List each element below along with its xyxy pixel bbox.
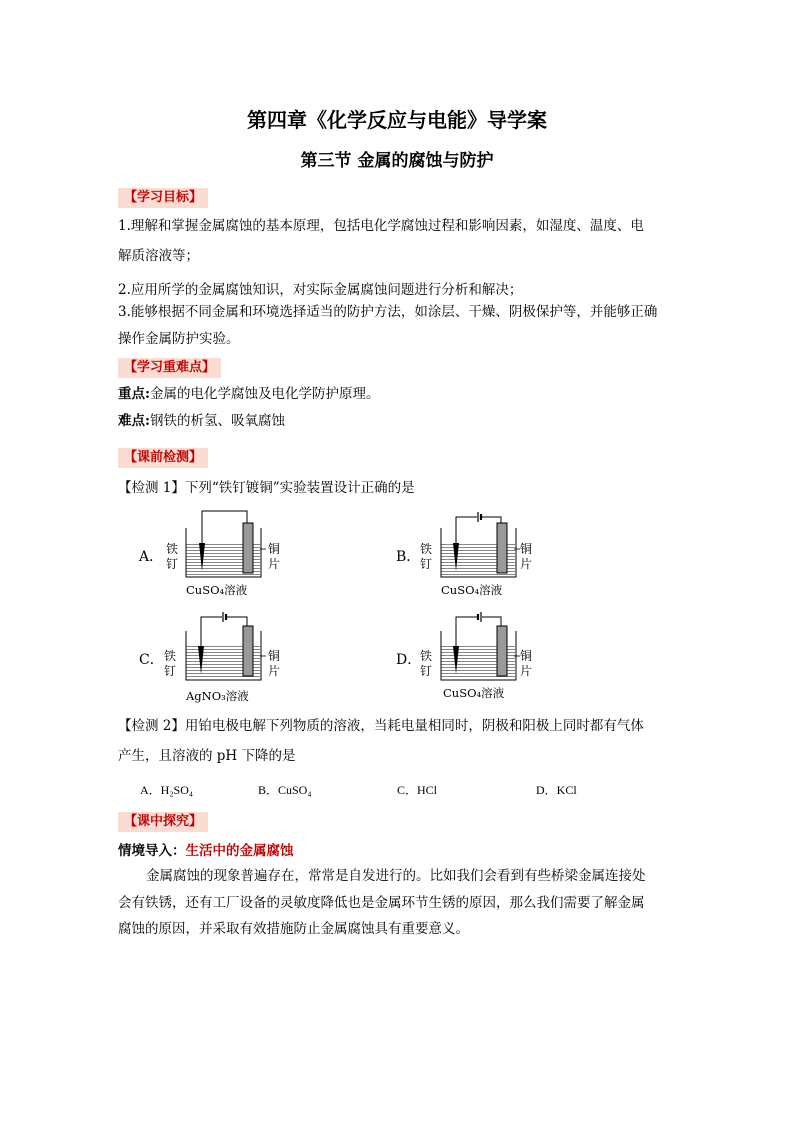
difficulty-text: 钢铁的析氢、吸氧腐蚀	[149, 413, 285, 429]
option-c-copper-plate	[243, 626, 253, 676]
intro-para-line-2: 会有铁锈，还有工厂设备的灵敏度降低也是金属环节生锈的原因，那么我们需要了解金属	[118, 895, 645, 911]
option-a-iron-label-1: 铁	[166, 542, 179, 556]
q2-choice-d: D．KCl	[536, 783, 577, 797]
goal-3-line-2: 操作金属防护实验。	[118, 331, 240, 347]
option-d-copper-label-1: 铜	[520, 649, 533, 663]
option-d-copper-label-2: 片	[520, 664, 533, 678]
option-c-apparatus	[139, 612, 280, 703]
key-points-section	[118, 356, 221, 378]
option-d-solution-label: CuSO₄溶液	[443, 686, 505, 700]
option-d-iron-label-1: 铁	[420, 649, 433, 663]
option-c-iron-label-1: 铁	[164, 649, 177, 663]
key-point-line	[118, 384, 379, 404]
intro-para-line-3: 腐蚀的原因，并采取有效措施防止金属腐蚀具有重要意义。	[118, 921, 469, 937]
page-title: 第四章《化学反应与电能》导学案	[247, 108, 547, 132]
option-b-iron-label-2: 钉	[420, 557, 433, 571]
difficulty-label: 难点:	[118, 413, 150, 429]
option-a-letter: A．	[139, 549, 164, 565]
option-c-solution-label: AgNO₃溶液	[186, 689, 249, 703]
explore-tag: 【课中探究】	[118, 812, 208, 832]
option-c-letter: C．	[139, 652, 164, 668]
q2-choice-a: A．H₂SO₄	[140, 783, 194, 797]
option-a-solution-label: CuSO₄溶液	[186, 583, 248, 597]
option-a-apparatus	[138, 511, 280, 597]
option-d-copper-plate	[497, 626, 507, 676]
goal-1-line-1: 1.理解和掌握金属腐蚀的基本原理，包括电化学腐蚀过程和影响因素，如湿度、温度、电	[118, 218, 644, 234]
goal-3-line-1: 3.能够根据不同金属和环境选择适当的防护方法，如涂层、干燥、阴极保护等，并能够正确	[118, 304, 658, 320]
goal-1-line-2: 解质溶液等；	[118, 248, 199, 264]
question-2-line-1: 【检测 2】用铂电极电解下列物质的溶液，当耗电量相同时，阴极和阳极上同时都有气体	[118, 718, 644, 734]
option-a-copper-label-2: 片	[268, 557, 281, 571]
key-text: 金属的电化学腐蚀及电化学防护原理。	[149, 386, 380, 402]
option-c-iron-label-2: 钉	[164, 664, 177, 678]
question-1: 【检测 1】下列“铁钉镀铜”实验装置设计正确的是	[118, 480, 415, 496]
intro-label: 情境导入：	[118, 843, 186, 859]
option-a-copper-label-1: 铜	[268, 542, 281, 556]
pre-check-section	[118, 446, 208, 468]
option-d-iron-label-2: 钉	[420, 664, 433, 678]
section-title: 第三节 金属的腐蚀与防护	[300, 151, 494, 171]
option-b-iron-label-1: 铁	[420, 542, 433, 556]
option-b-copper-plate	[497, 523, 507, 573]
option-d-letter: D．	[396, 652, 422, 668]
goals-tag: 【学习目标】	[118, 188, 208, 208]
option-a-copper-plate	[243, 523, 253, 573]
option-d-apparatus	[396, 612, 532, 700]
apparatus-diagrams	[0, 500, 794, 712]
explore-section	[118, 810, 208, 832]
difficulty-line	[118, 411, 285, 431]
q2-choice-c: C．HCl	[397, 783, 438, 797]
pre-check-tag: 【课前检测】	[118, 448, 208, 468]
option-b-copper-label-1: 铜	[520, 542, 533, 556]
intro-heading	[118, 841, 294, 861]
option-b-solution-label: CuSO₄溶液	[441, 583, 503, 597]
option-b-apparatus	[396, 512, 532, 597]
option-b-copper-label-2: 片	[520, 557, 533, 571]
intro-title: 生活中的金属腐蚀	[185, 843, 294, 859]
intro-para-line-1: 金属腐蚀的现象普遍存在，常常是自发进行的。比如我们会看到有些桥梁金属连接处	[146, 868, 646, 884]
key-points-tag: 【学习重难点】	[118, 358, 221, 378]
q2-choice-b: B．CuSO₄	[258, 783, 312, 797]
goal-2: 2.应用所学的金属腐蚀知识，对实际金属腐蚀问题进行分析和解决；	[118, 282, 523, 298]
option-a-iron-label-2: 钉	[166, 557, 179, 571]
option-c-copper-label-2: 片	[268, 664, 281, 678]
option-c-copper-label-1: 铜	[268, 649, 281, 663]
key-label: 重点:	[118, 386, 150, 402]
goals-section	[118, 186, 208, 208]
question-2-line-2: 产生，且溶液的 pH 下降的是	[118, 748, 296, 764]
option-b-letter: B．	[396, 549, 421, 565]
